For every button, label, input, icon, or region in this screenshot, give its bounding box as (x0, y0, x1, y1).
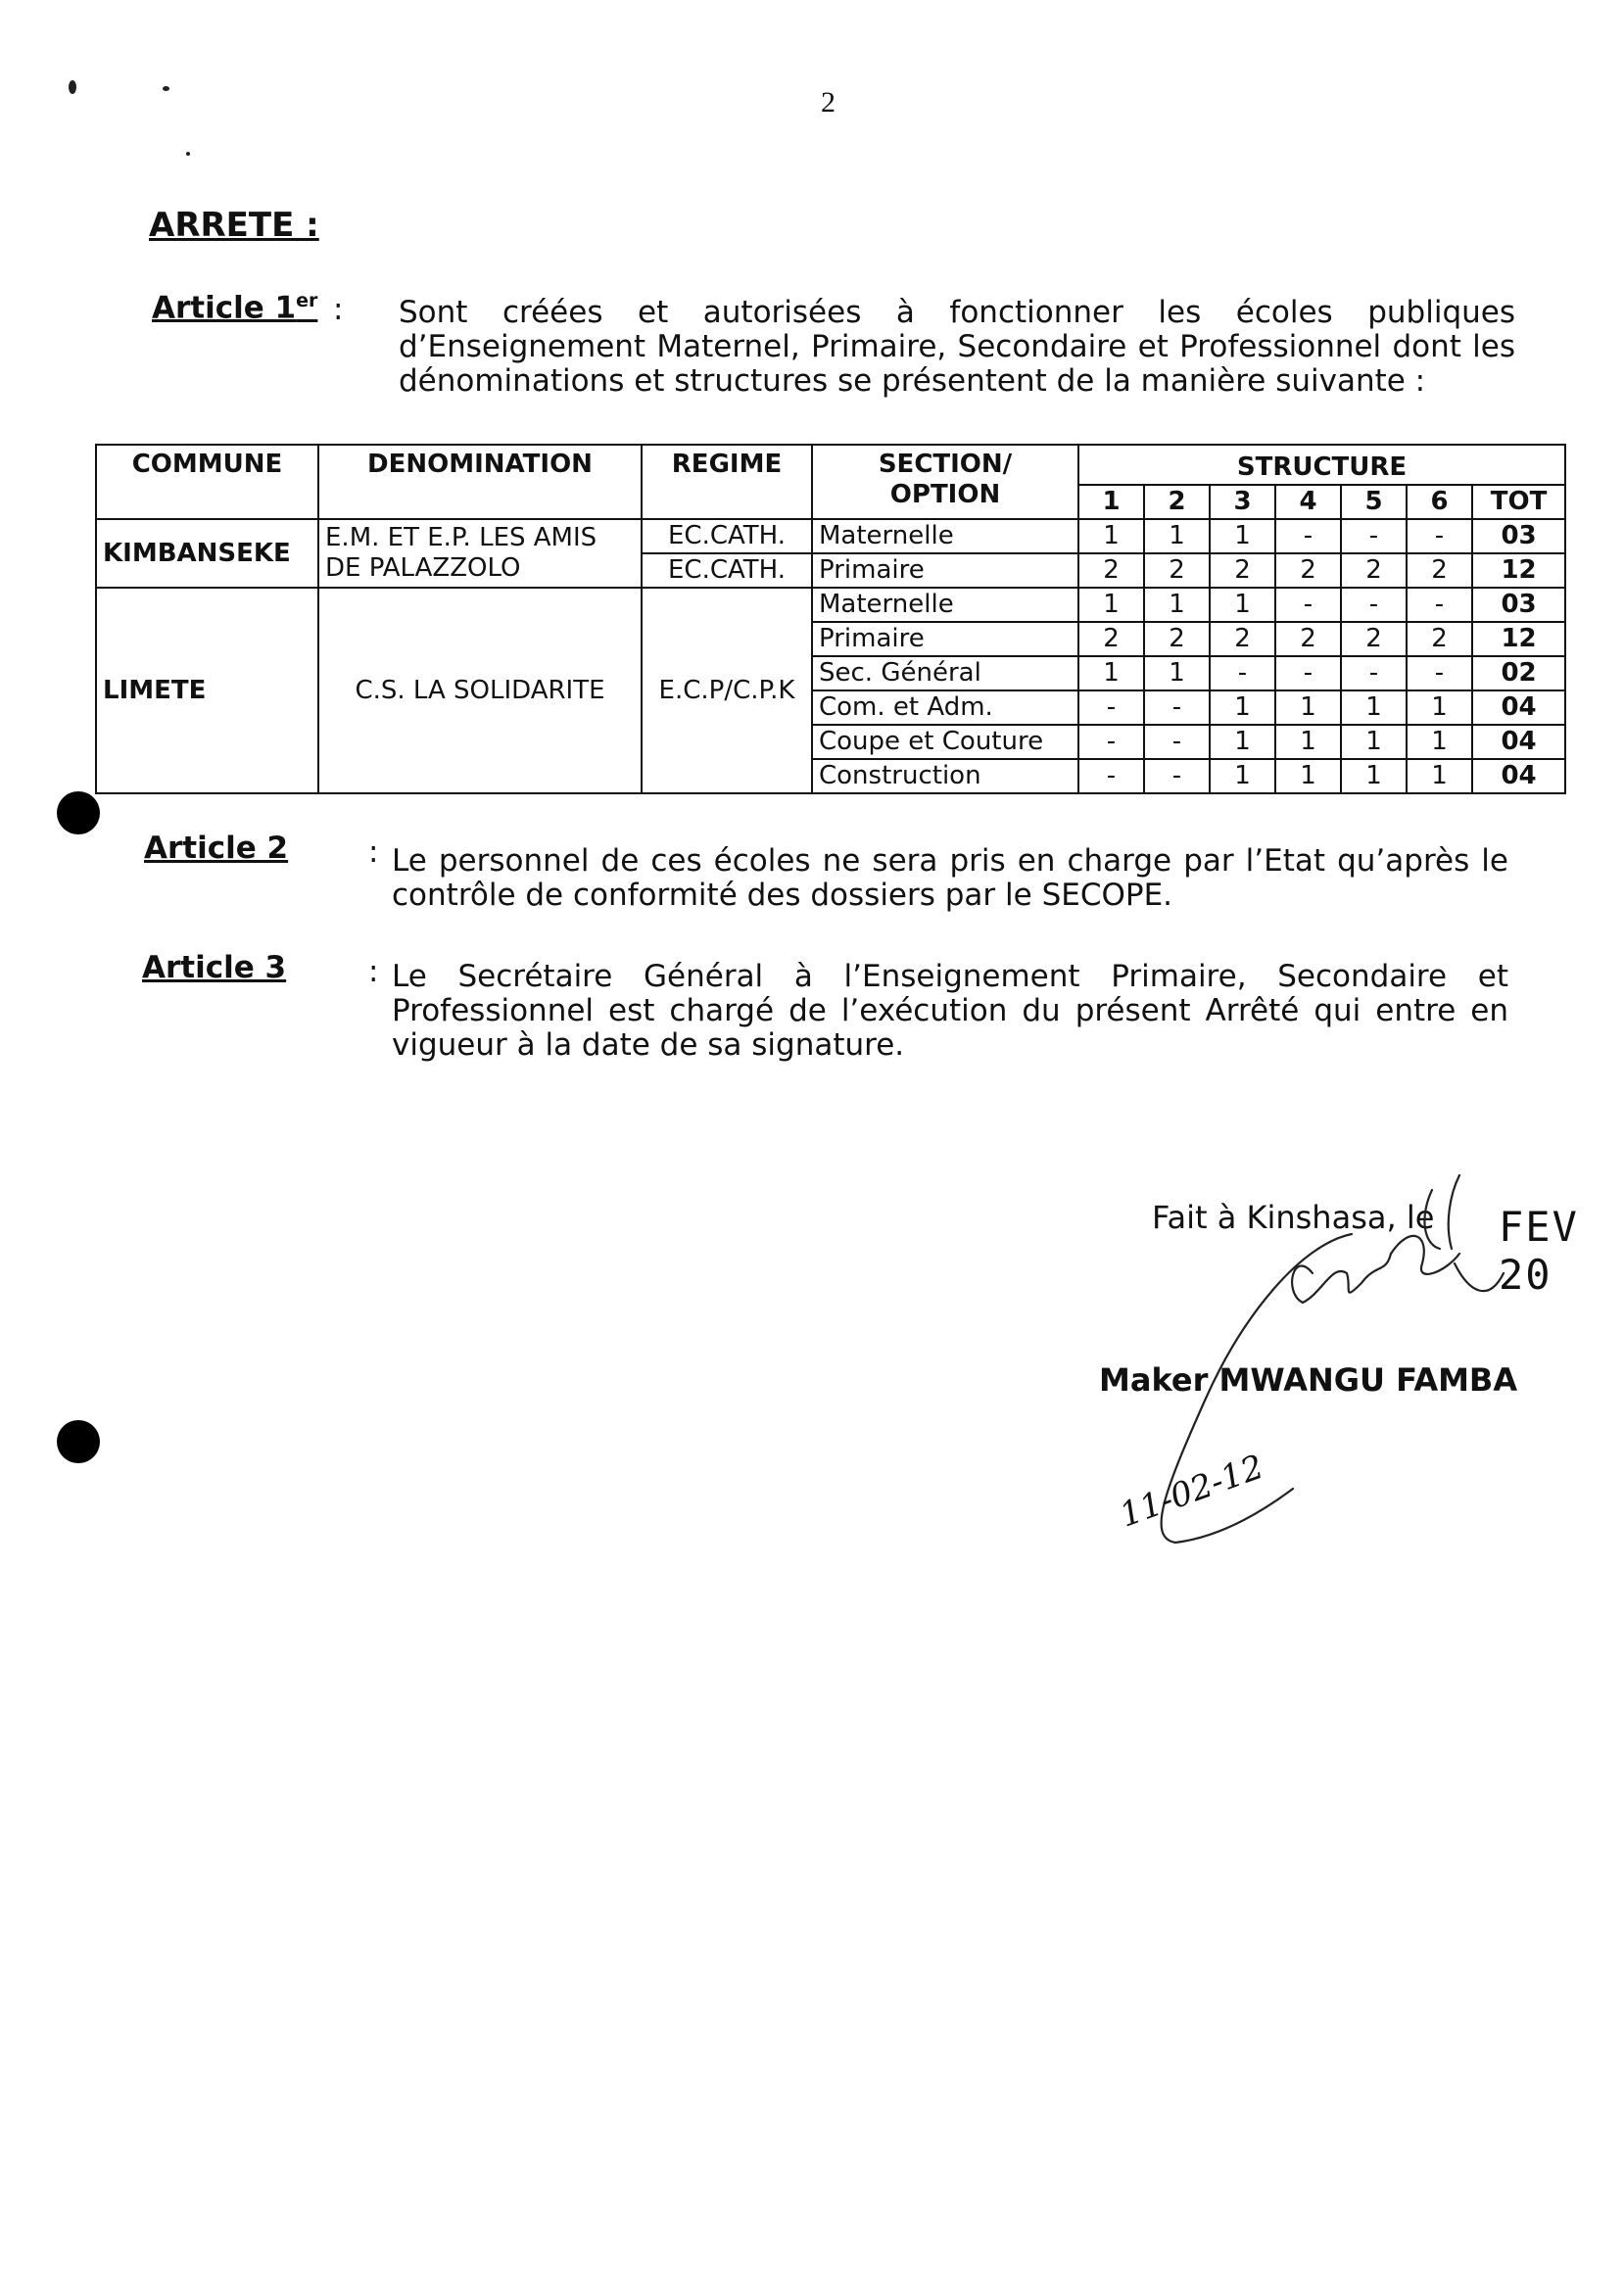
text-line: Professionnel est chargé de l’exécution du présent Arrêté qui entre en (392, 993, 1508, 1028)
signatory-name: Maker MWANGU FAMBA (1099, 1361, 1518, 1399)
place-and-date-line: Fait à Kinshasa, le (1152, 1199, 1435, 1236)
text-line: d’Enseignement Maternel, Primaire, Secondaire et Professionnel dont les (399, 329, 1515, 364)
year-cell: 2 (1407, 622, 1472, 656)
year-cell: 1 (1275, 759, 1341, 793)
total-cell: 03 (1472, 519, 1565, 553)
article-2-colon: : (368, 834, 379, 870)
year-cell: 1 (1144, 519, 1210, 553)
year-cell: 2 (1407, 553, 1472, 588)
year-cell: 2 (1275, 622, 1341, 656)
year-cell: - (1407, 588, 1472, 622)
total-cell: 04 (1472, 690, 1565, 725)
year-cell: 1 (1078, 588, 1144, 622)
commune-cell: KIMBANSEKE (96, 519, 318, 588)
header-commune: COMMUNE (96, 445, 318, 519)
header-denomination: DENOMINATION (318, 445, 642, 519)
year-cell: 2 (1210, 553, 1275, 588)
year-cell: - (1144, 690, 1210, 725)
year-cell: 1 (1407, 690, 1472, 725)
punch-hole (57, 1420, 100, 1463)
header-year: 4 (1275, 485, 1341, 519)
schools-table (95, 444, 1566, 794)
year-cell: 1 (1341, 725, 1407, 759)
year-cell: - (1341, 519, 1407, 553)
denomination-cell: E.M. ET E.P. LES AMIS DE PALAZZOLO (318, 519, 642, 588)
year-cell: 2 (1210, 622, 1275, 656)
section-cell: Construction (812, 759, 1078, 793)
year-cell: 1 (1144, 588, 1210, 622)
year-cell: 2 (1341, 622, 1407, 656)
year-cell: 1 (1341, 759, 1407, 793)
header-year: 1 (1078, 485, 1144, 519)
header-year: 5 (1341, 485, 1407, 519)
year-cell: 1 (1210, 725, 1275, 759)
text-line: contrôle de conformité des dossiers par le SECOPE. (392, 878, 1173, 913)
header-year: 3 (1210, 485, 1275, 519)
year-cell: 2 (1144, 553, 1210, 588)
year-cell: 2 (1144, 622, 1210, 656)
scan-speck (186, 152, 190, 156)
article-1-text (399, 296, 1515, 399)
year-cell: 2 (1078, 622, 1144, 656)
article-1-label: Article 1er (152, 290, 318, 326)
year-cell: - (1275, 588, 1341, 622)
commune-cell: LIMETE (96, 588, 318, 793)
text-line: Le personnel de ces écoles ne sera pris en charge par l’Etat qu’après le (392, 843, 1508, 879)
section-cell: Sec. Général (812, 656, 1078, 690)
total-cell: 04 (1472, 759, 1565, 793)
section-cell: Primaire (812, 622, 1078, 656)
year-cell: 1 (1275, 690, 1341, 725)
header-regime: REGIME (642, 445, 812, 519)
year-cell: 1 (1407, 725, 1472, 759)
article-2-text (392, 844, 1508, 913)
year-cell: - (1210, 656, 1275, 690)
year-cell: 1 (1407, 759, 1472, 793)
header-year: 2 (1144, 485, 1210, 519)
punch-hole (57, 791, 100, 834)
header-year: 6 (1407, 485, 1472, 519)
page-number: 2 (821, 86, 836, 119)
year-cell: - (1341, 656, 1407, 690)
year-cell: 2 (1078, 553, 1144, 588)
text-line: Le Secrétaire Général à l’Enseignement Primaire, Secondaire et (392, 959, 1508, 994)
regime-cell: E.C.P/C.P.K (642, 588, 812, 793)
year-cell: 2 (1275, 553, 1341, 588)
year-cell: - (1275, 519, 1341, 553)
year-cell: 1 (1078, 656, 1144, 690)
section-cell: Maternelle (812, 519, 1078, 553)
text-line: Sont créées et autorisées à fonctionner les écoles publiques (399, 295, 1515, 330)
year-cell: - (1275, 656, 1341, 690)
header-structure: STRUCTURE (1078, 445, 1565, 485)
table-row (96, 588, 1565, 622)
year-cell: - (1341, 588, 1407, 622)
year-cell: - (1407, 519, 1472, 553)
article-2-label: Article 2 (144, 831, 289, 866)
section-cell: Primaire (812, 553, 1078, 588)
year-cell: 1 (1210, 690, 1275, 725)
year-cell: 1 (1078, 519, 1144, 553)
section-cell: Coupe et Couture (812, 725, 1078, 759)
article-1-colon: : (333, 292, 344, 327)
header-total: TOT (1472, 485, 1565, 519)
text-line: vigueur à la date de sa signature. (392, 1027, 905, 1063)
total-cell: 02 (1472, 656, 1565, 690)
total-cell: 12 (1472, 622, 1565, 656)
decree-heading: ARRETE : (149, 206, 319, 245)
year-cell: - (1078, 725, 1144, 759)
section-cell: Maternelle (812, 588, 1078, 622)
year-cell: 1 (1144, 656, 1210, 690)
year-cell: 1 (1210, 519, 1275, 553)
header-section-option: SECTION/ OPTION (812, 445, 1078, 519)
scan-speck (69, 80, 76, 94)
section-cell: Com. et Adm. (812, 690, 1078, 725)
year-cell: - (1144, 725, 1210, 759)
year-cell: 1 (1210, 759, 1275, 793)
article-3-label: Article 3 (142, 950, 287, 985)
year-cell: 1 (1210, 588, 1275, 622)
handwritten-date: 11-02-12 (1115, 1447, 1269, 1536)
text-line: dénominations et structures se présentent de la manière suivante : (399, 363, 1426, 399)
article-3-text (392, 960, 1508, 1063)
year-cell: - (1078, 759, 1144, 793)
denomination-cell: C.S. LA SOLIDARITE (318, 588, 642, 793)
date-stamp: FEV 20 (1499, 1203, 1579, 1299)
year-cell: - (1407, 656, 1472, 690)
regime-cell: EC.CATH. (642, 553, 812, 588)
total-cell: 12 (1472, 553, 1565, 588)
year-cell: 1 (1341, 690, 1407, 725)
table-row (96, 519, 1565, 553)
year-cell: - (1078, 690, 1144, 725)
total-cell: 03 (1472, 588, 1565, 622)
year-cell: - (1144, 759, 1210, 793)
year-cell: 1 (1275, 725, 1341, 759)
article-3-colon: : (368, 954, 379, 989)
scan-speck (163, 86, 169, 91)
total-cell: 04 (1472, 725, 1565, 759)
regime-cell: EC.CATH. (642, 519, 812, 553)
year-cell: 2 (1341, 553, 1407, 588)
